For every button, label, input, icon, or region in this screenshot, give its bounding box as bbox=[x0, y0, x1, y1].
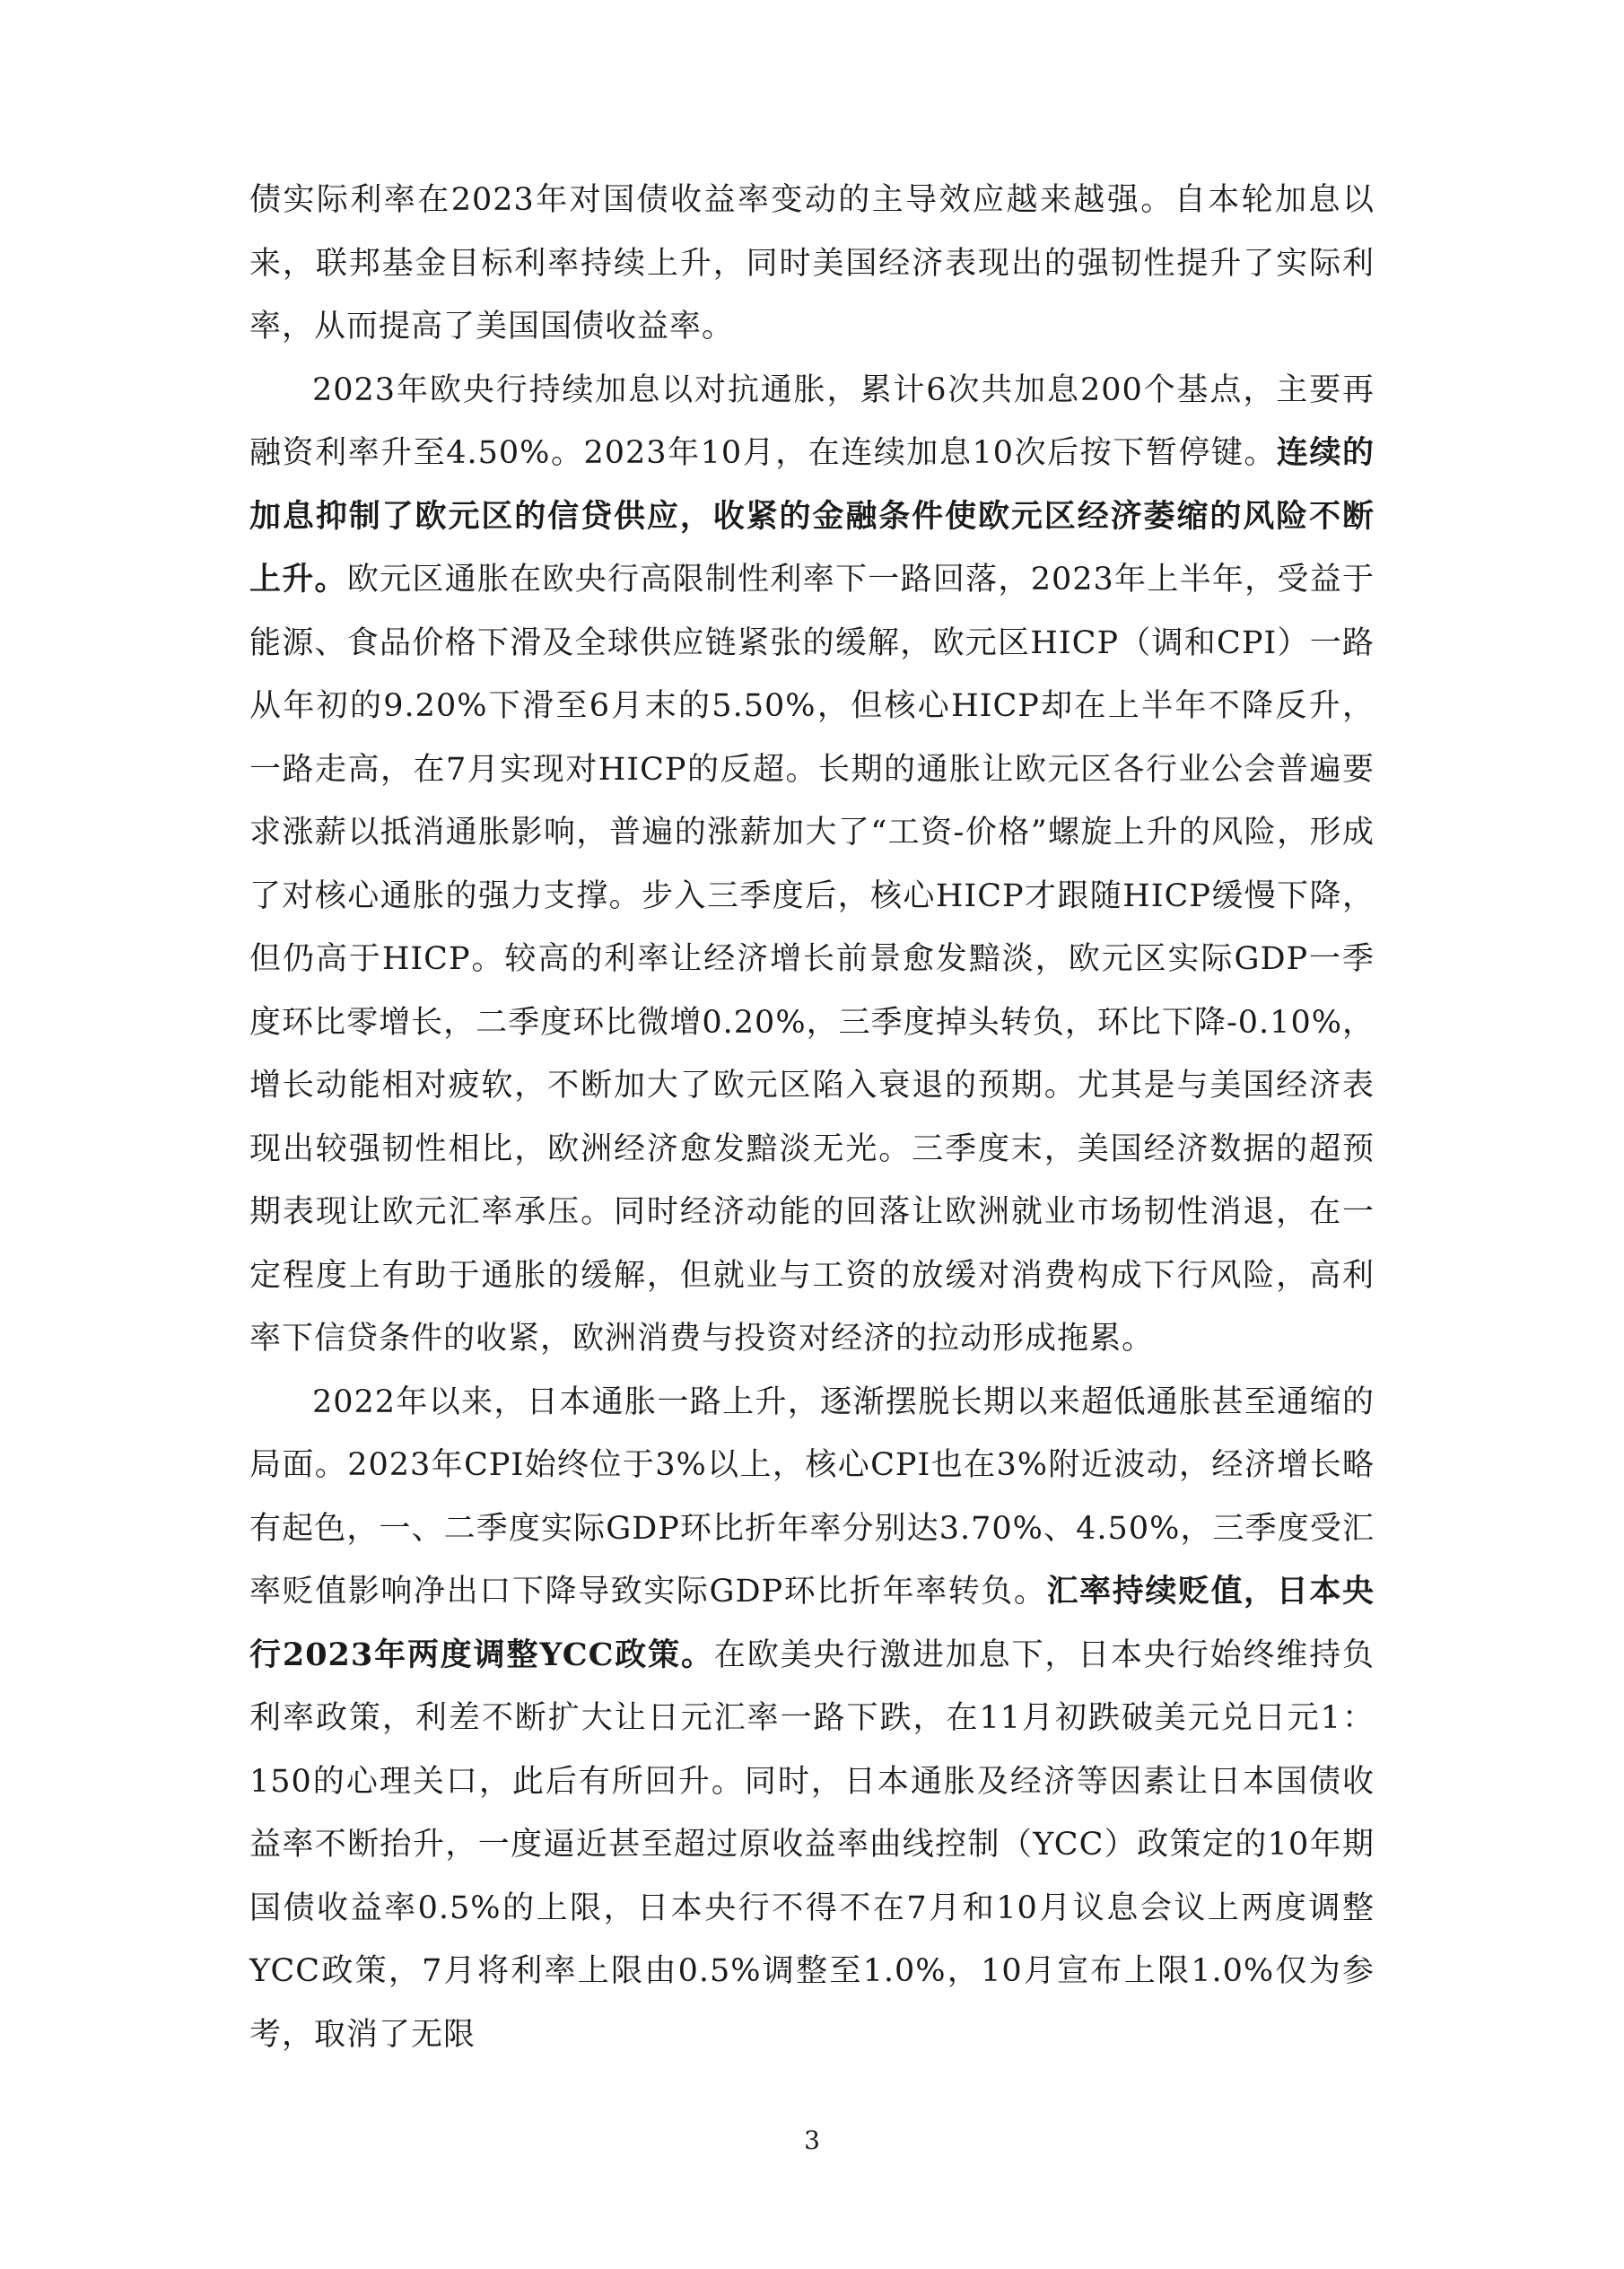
paragraph-2-text-a: 2023年欧央行持续加息以对抗通胀，累计6次共加息200个基点，主要再融资利率升至4.50%。2023年10月，在连续加息10次后按下暂停键。 bbox=[249, 371, 1375, 471]
paragraph-3-bold-text: 汇率持续贬值，日本央行2023年两度调整YCC政策。 bbox=[249, 1573, 1375, 1673]
paragraph-1-text: 债实际利率在2023年对国债收益率变动的主导效应越来越强。自本轮加息以来，联邦基金目标利率持续上升，同时美国经济表现出的强韧性提升了实际利率，从而提高了美国国债收益率。 bbox=[249, 182, 1375, 345]
paragraph-2 bbox=[249, 359, 1375, 1371]
paragraph-2-bold-text: 连续的加息抑制了欧元区的信贷供应，收紧的金融条件使欧元区经济萎缩的风险不断上升。 bbox=[249, 434, 1375, 598]
paragraph-1 bbox=[249, 169, 1375, 359]
paragraph-2-text-b: 欧元区通胀在欧央行高限制性利率下一路回落，2023年上半年，受益于能源、食品价格下滑及全球供应链紧张的缓解，欧元区HICP（调和CPI）一路从年初的9.20%下滑至6月末的5.50%，但核心HICP却在上半年不降反升，一路走高，在7月实现对HICP的反超。长期的通胀让欧元区各行业公会普遍要求涨薪以抵消通胀影响，普遍的涨薪加大了“工资-价格”螺旋上升的风险，形成了对核心通胀的强力支撑。步入三季度后，核心HICP才跟随HICP缓慢下降，但仍高于HICP。较高的利率让经济增长前景愈发黯淡，欧元区实际GDP一季度环比零增长，二季度环比微增0.20%，三季度掉头转负，环比下降-0.10%，增长动能相对疲软，不断加大了欧元区陷入衰退的预期。尤其是与美国经济表现出较强韧性相比，欧洲经济愈发黯淡无光。三季度末，美国经济数据的超预期表现让欧元汇率承压。同时经济动能的回落让欧洲就业市场韧性消退，在一定程度上有助于通胀的缓解，但就业与工资的放缓对消费构成下行风险，高利率下信贷条件的收紧，欧洲消费与投资对经济的拉动形成拖累。 bbox=[249, 562, 1375, 1357]
page-number: 3 bbox=[804, 2125, 820, 2155]
paragraph-3-text-a: 2022年以来，日本通胀一路上升，逐渐摆脱长期以来超低通胀甚至通缩的局面。2023年CPI始终位于3%以上，核心CPI也在3%附近波动，经济增长略有起色，一、二季度实际GDP环比折年率分别达3.70%、4.50%，三季度受汇率贬值影响净出口下降导致实际GDP环比折年率转负。 bbox=[249, 1383, 1375, 1610]
page-body bbox=[249, 169, 1375, 2066]
paragraph-3-text-b: 在欧美央行激进加息下，日本央行始终维持负利率政策，利差不断扩大让日元汇率一路下跌，在11月初跌破美元兑日元1：150的心理关口，此后有所回升。同时，日本通胀及经济等因素让日本国债收益率不断抬升，一度逼近甚至超过原收益率曲线控制（YCC）政策定的10年期国债收益率0.5%的上限，日本央行不得不在7月和10月议息会议上两度调整YCC政策，7月将利率上限由0.5%调整至1.0%，10月宣布上限1.0%仅为参考，取消了无限 bbox=[249, 1636, 1375, 2053]
paragraph-3 bbox=[249, 1371, 1375, 2067]
